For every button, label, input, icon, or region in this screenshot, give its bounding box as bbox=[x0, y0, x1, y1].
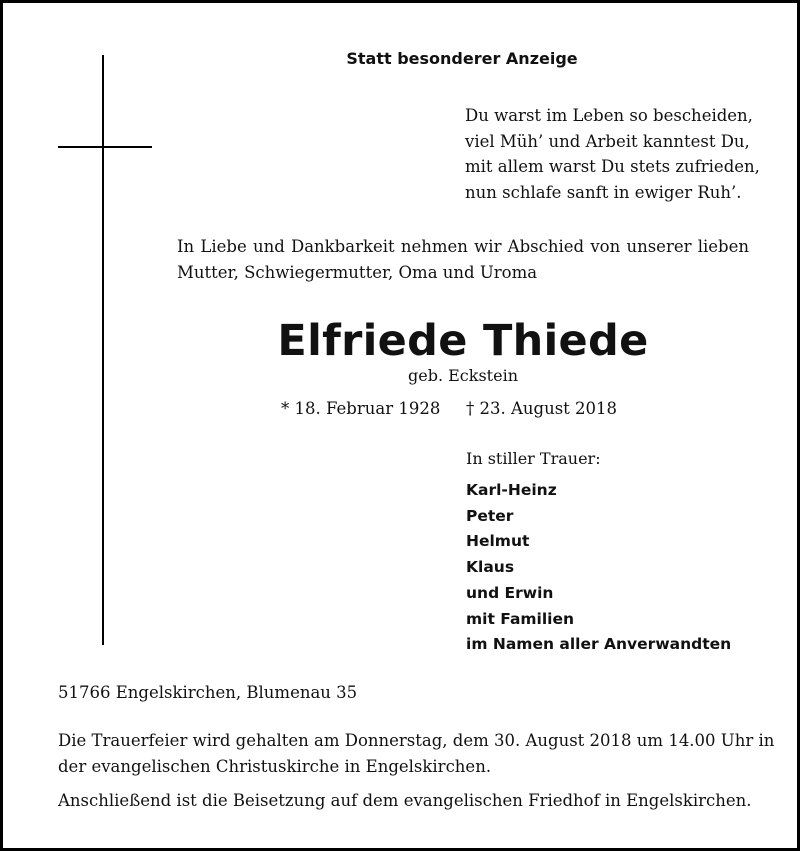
mourner-name: im Namen aller Anverwandten bbox=[466, 635, 732, 654]
ceremony-line: Die Trauerfeier wird gehalten am Donnerstag, dem 30. August 2018 um 14.00 Uhr in bbox=[58, 731, 775, 750]
cross-icon-horizontal-bar bbox=[58, 146, 152, 148]
mourner-name: mit Familien bbox=[466, 609, 575, 628]
birth-date: * 18. Februar 1928 bbox=[281, 399, 441, 418]
notice-header: Statt besonderer Anzeige bbox=[346, 49, 578, 68]
deceased-name: Elfriede Thiede bbox=[277, 316, 649, 366]
ceremony-info bbox=[58, 728, 775, 814]
intro-text bbox=[177, 234, 749, 286]
ceremony-line: der evangelischen Christuskirche in Engelskirchen. bbox=[58, 757, 492, 776]
burial-line: Anschließend ist die Beisetzung auf dem evangelischen Friedhof in Engelskirchen. bbox=[58, 791, 752, 810]
intro-line: Mutter, Schwiegermutter, Oma und Uroma bbox=[177, 263, 538, 282]
maiden-name: geb. Eckstein bbox=[408, 366, 518, 385]
poem-line: Du warst im Leben so bescheiden, bbox=[465, 106, 753, 125]
mourner-name: Helmut bbox=[466, 532, 530, 551]
family-address: 51766 Engelskirchen, Blumenau 35 bbox=[58, 683, 358, 702]
intro-line: In Liebe und Dankbarkeit nehmen wir Abschied von unserer lieben bbox=[177, 237, 749, 256]
poem-line: nun schlafe sanft in ewiger Ruh’. bbox=[465, 182, 742, 202]
poem-line: mit allem warst Du stets zufrieden, bbox=[465, 157, 760, 176]
poem-line: viel Müh’ und Arbeit kanntest Du, bbox=[465, 131, 750, 151]
mourner-name: Klaus bbox=[466, 558, 515, 577]
death-date: † 23. August 2018 bbox=[466, 399, 618, 418]
mourning-intro: In stiller Trauer: bbox=[466, 449, 601, 468]
mourner-list bbox=[466, 478, 731, 658]
mourner-name: und Erwin bbox=[466, 583, 554, 602]
poem bbox=[465, 103, 760, 205]
mourner-name: Karl-Heinz bbox=[466, 481, 557, 499]
mourner-name: Peter bbox=[466, 506, 514, 525]
